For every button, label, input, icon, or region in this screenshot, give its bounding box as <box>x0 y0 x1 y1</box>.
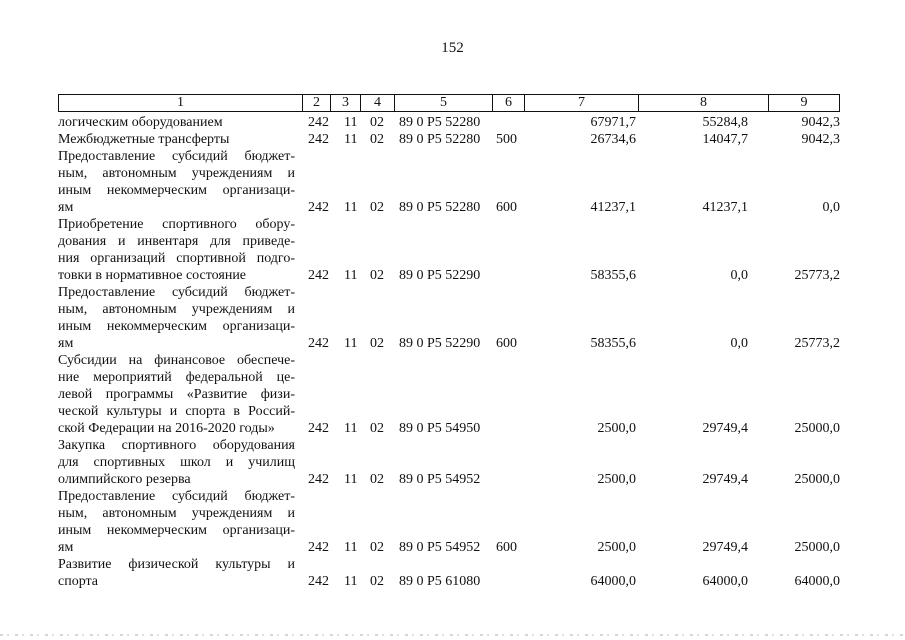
cell-c4: 02 <box>370 132 384 147</box>
cell-c8: 29749,4 <box>702 540 748 555</box>
description-line: ным, автономным учреждениям и <box>58 166 295 181</box>
description-line: Приобретение спортивного обору- <box>58 217 295 232</box>
cell-c7: 64000,0 <box>590 574 636 589</box>
cell-c8: 41237,1 <box>702 200 748 215</box>
row-description <box>58 284 295 352</box>
row-description <box>58 216 295 284</box>
header-col-3: 3 <box>331 95 361 111</box>
cell-c4: 02 <box>370 336 384 351</box>
description-line: левой программы «Развитие физи- <box>58 387 295 402</box>
cell-c6: 600 <box>496 336 517 351</box>
cell-c2: 242 <box>308 336 329 351</box>
cell-c9: 25000,0 <box>794 472 840 487</box>
header-col-6: 6 <box>493 95 525 111</box>
cell-c5: 89 0 P5 52290 <box>399 268 481 283</box>
row-description <box>58 437 295 488</box>
description-line: ние мероприятий федеральной це- <box>58 370 295 385</box>
description-line: иным некоммерческим организаци- <box>58 183 295 198</box>
description-line: для спортивных школ и училищ <box>58 455 295 470</box>
cell-c6: 600 <box>496 200 517 215</box>
cell-c4: 02 <box>370 574 384 589</box>
cell-c9: 25000,0 <box>794 421 840 436</box>
cell-c9: 64000,0 <box>794 574 840 589</box>
cell-c5: 89 0 P5 54952 <box>399 472 481 487</box>
cell-c3: 11 <box>344 336 358 351</box>
cell-c9: 9042,3 <box>801 115 840 130</box>
description-line: ческой культуры и спорта в Россий- <box>58 404 295 419</box>
description-line: ям <box>58 336 74 351</box>
description-line: Предоставление субсидий бюджет- <box>58 285 295 300</box>
header-col-7: 7 <box>525 95 639 111</box>
cell-c3: 11 <box>344 132 358 147</box>
description-line: ям <box>58 200 74 215</box>
row-description <box>58 488 295 556</box>
cell-c8: 0,0 <box>730 336 748 351</box>
cell-c9: 25000,0 <box>794 540 840 555</box>
cell-c7: 26734,6 <box>590 132 636 147</box>
cell-c4: 02 <box>370 200 384 215</box>
description-line: логическим оборудованием <box>58 115 223 130</box>
cell-c2: 242 <box>308 200 329 215</box>
cell-c4: 02 <box>370 472 384 487</box>
cell-c4: 02 <box>370 115 384 130</box>
row-description <box>58 352 295 437</box>
description-line: ным, автономным учреждениям и <box>58 506 295 521</box>
table-row <box>58 284 840 352</box>
cell-c3: 11 <box>344 421 358 436</box>
cell-c8: 0,0 <box>730 268 748 283</box>
cell-c2: 242 <box>308 268 329 283</box>
cell-c7: 41237,1 <box>590 200 636 215</box>
cell-c4: 02 <box>370 540 384 555</box>
cell-c8: 64000,0 <box>702 574 748 589</box>
header-col-4: 4 <box>361 95 395 111</box>
cell-c7: 67971,7 <box>590 115 636 130</box>
cell-c2: 242 <box>308 472 329 487</box>
header-col-2: 2 <box>303 95 331 111</box>
cell-c5: 89 0 P5 54950 <box>399 421 481 436</box>
cell-c3: 11 <box>344 574 358 589</box>
table-row <box>58 216 840 284</box>
cell-c5: 89 0 P5 61080 <box>399 574 481 589</box>
description-line: иным некоммерческим организаци- <box>58 319 295 334</box>
scan-artifact <box>0 634 905 636</box>
row-description <box>58 148 295 216</box>
cell-c5: 89 0 P5 52280 <box>399 200 481 215</box>
description-line: Закупка спортивного оборудования <box>58 438 295 453</box>
cell-c5: 89 0 P5 52290 <box>399 336 481 351</box>
cell-c9: 0,0 <box>822 200 840 215</box>
cell-c7: 2500,0 <box>597 540 636 555</box>
description-line: иным некоммерческим организаци- <box>58 523 295 538</box>
header-col-8: 8 <box>639 95 769 111</box>
cell-c2: 242 <box>308 421 329 436</box>
cell-c3: 11 <box>344 115 358 130</box>
cell-c3: 11 <box>344 200 358 215</box>
cell-c7: 58355,6 <box>590 268 636 283</box>
cell-c5: 89 0 P5 52280 <box>399 132 481 147</box>
cell-c8: 29749,4 <box>702 421 748 436</box>
cell-c5: 89 0 P5 52280 <box>399 115 481 130</box>
cell-c3: 11 <box>344 268 358 283</box>
table-row <box>58 131 840 148</box>
table-row <box>58 352 840 437</box>
header-col-1: 1 <box>59 95 303 111</box>
cell-c2: 242 <box>308 540 329 555</box>
cell-c4: 02 <box>370 421 384 436</box>
cell-c5: 89 0 P5 54952 <box>399 540 481 555</box>
table-row <box>58 148 840 216</box>
description-line: ям <box>58 540 74 555</box>
description-line: Межбюджетные трансферты <box>58 132 230 147</box>
page-number: 152 <box>441 40 464 56</box>
row-description <box>58 131 295 148</box>
cell-c9: 25773,2 <box>794 336 840 351</box>
cell-c3: 11 <box>344 472 358 487</box>
description-line: олимпийского резерва <box>58 472 191 487</box>
cell-c9: 25773,2 <box>794 268 840 283</box>
cell-c2: 242 <box>308 574 329 589</box>
description-line: товки в нормативное состояние <box>58 268 247 283</box>
header-col-5: 5 <box>395 95 493 111</box>
cell-c7: 2500,0 <box>597 472 636 487</box>
description-line: Развитие физической культуры и <box>58 557 295 572</box>
cell-c7: 2500,0 <box>597 421 636 436</box>
cell-c7: 58355,6 <box>590 336 636 351</box>
table-row <box>58 437 840 488</box>
description-line: спорта <box>58 574 99 589</box>
cell-c9: 9042,3 <box>801 132 840 147</box>
description-line: Предоставление субсидий бюджет- <box>58 489 295 504</box>
description-line: Субсидии на финансовое обеспече- <box>58 353 295 368</box>
cell-c3: 11 <box>344 540 358 555</box>
table-row <box>58 488 840 556</box>
cell-c2: 242 <box>308 115 329 130</box>
description-line: ния организаций спортивной подго- <box>58 251 295 266</box>
table-row <box>58 114 840 131</box>
description-line: ской Федерации на 2016-2020 годы» <box>58 421 275 436</box>
cell-c4: 02 <box>370 268 384 283</box>
cell-c8: 14047,7 <box>702 132 748 147</box>
cell-c6: 500 <box>496 132 517 147</box>
cell-c6: 600 <box>496 540 517 555</box>
cell-c8: 29749,4 <box>702 472 748 487</box>
row-description <box>58 556 295 590</box>
description-line: дования и инвентаря для приведе- <box>58 234 295 249</box>
table-header <box>58 94 840 112</box>
header-col-9: 9 <box>800 95 808 110</box>
description-line: Предоставление субсидий бюджет- <box>58 149 295 164</box>
table-row <box>58 556 840 590</box>
description-line: ным, автономным учреждениям и <box>58 302 295 317</box>
row-description <box>58 114 295 131</box>
cell-c8: 55284,8 <box>702 115 748 130</box>
table-body <box>58 114 840 590</box>
cell-c2: 242 <box>308 132 329 147</box>
